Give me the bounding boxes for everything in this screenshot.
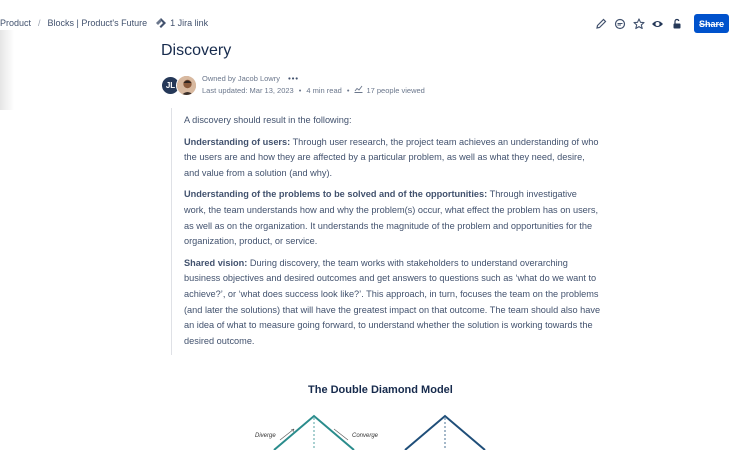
star-icon[interactable] bbox=[629, 14, 648, 33]
avatar-photo[interactable] bbox=[176, 75, 197, 96]
meta-separator: • bbox=[346, 86, 350, 95]
page-title: Discovery bbox=[161, 42, 232, 59]
contributors-avatars[interactable] bbox=[161, 75, 197, 96]
diverge-label: Diverge bbox=[255, 433, 276, 439]
read-time: 4 min read bbox=[306, 86, 342, 95]
meta-separator: • bbox=[298, 86, 302, 95]
share-button[interactable]: Share bbox=[694, 14, 729, 33]
last-updated: Last updated: Mar 13, 2023 bbox=[202, 86, 294, 95]
comment-icon[interactable] bbox=[610, 14, 629, 33]
avatar[interactable]: JL bbox=[161, 76, 180, 95]
diagram-title: The Double Diamond Model bbox=[308, 384, 453, 396]
paragraph-body: Through investigative work, the team understands how and why the problem(s) occur, what effect the problem has on users, as well as on the organization. It understands the magnitude of the problem and opportunities for the organization, product, or service. bbox=[184, 189, 598, 247]
content-paragraph bbox=[184, 135, 601, 182]
content-intro: A discovery should result in the following: bbox=[184, 115, 352, 125]
watch-icon[interactable] bbox=[648, 14, 667, 33]
analytics-icon bbox=[354, 85, 363, 97]
paragraph-heading: Understanding of the problems to be solved and of the opportunities: bbox=[184, 189, 488, 200]
page-content bbox=[171, 108, 601, 355]
paragraph-body: Through user research, the project team achieves an understanding of who the users are and how they are affected by a particular problem, as well as what they need, desire, and value from a solution (and why). bbox=[184, 136, 599, 178]
paragraph-heading: Understanding of users: bbox=[184, 136, 291, 147]
left-panel-shadow bbox=[0, 30, 14, 110]
paragraph-heading: Shared vision: bbox=[184, 257, 248, 268]
breadcrumb bbox=[0, 18, 208, 28]
page-toolbar bbox=[591, 14, 729, 33]
converge-label: Converge bbox=[352, 433, 379, 439]
page-owner[interactable]: Owned by Jacob Lowry bbox=[202, 74, 280, 83]
page-views[interactable]: 17 people viewed bbox=[366, 86, 425, 95]
breadcrumb-separator: / bbox=[38, 18, 41, 28]
diagram-graphic bbox=[240, 380, 560, 450]
breadcrumb-item-blocks[interactable]: Blocks | Product's Future bbox=[47, 18, 148, 28]
more-actions-icon[interactable]: ••• bbox=[288, 74, 299, 83]
paragraph-body: During discovery, the team works with stakeholders to understand overarching business objectives and desired outcomes and get answers to questions such as ‘what do we want to achieve?’, or ‘what does success look like?’. This approach, in turn, focuses the team on the problems (and later the solutions) that will have the greatest impact on that outcome. The team should also have an idea of what to measure going forward, to understand whether the solution is working towards the desired outcome. bbox=[184, 257, 601, 346]
content-paragraph bbox=[184, 187, 601, 249]
page-byline bbox=[161, 73, 425, 97]
jira-link-label: 1 Jira link bbox=[170, 18, 209, 28]
content-paragraph bbox=[184, 256, 601, 350]
edit-icon[interactable] bbox=[591, 14, 610, 33]
restrictions-icon[interactable] bbox=[667, 14, 686, 33]
jira-link[interactable] bbox=[156, 18, 208, 28]
breadcrumb-item-product[interactable]: Product bbox=[0, 18, 32, 28]
double-diamond-diagram bbox=[240, 380, 560, 450]
page-meta bbox=[202, 73, 425, 97]
jira-icon bbox=[156, 18, 166, 28]
